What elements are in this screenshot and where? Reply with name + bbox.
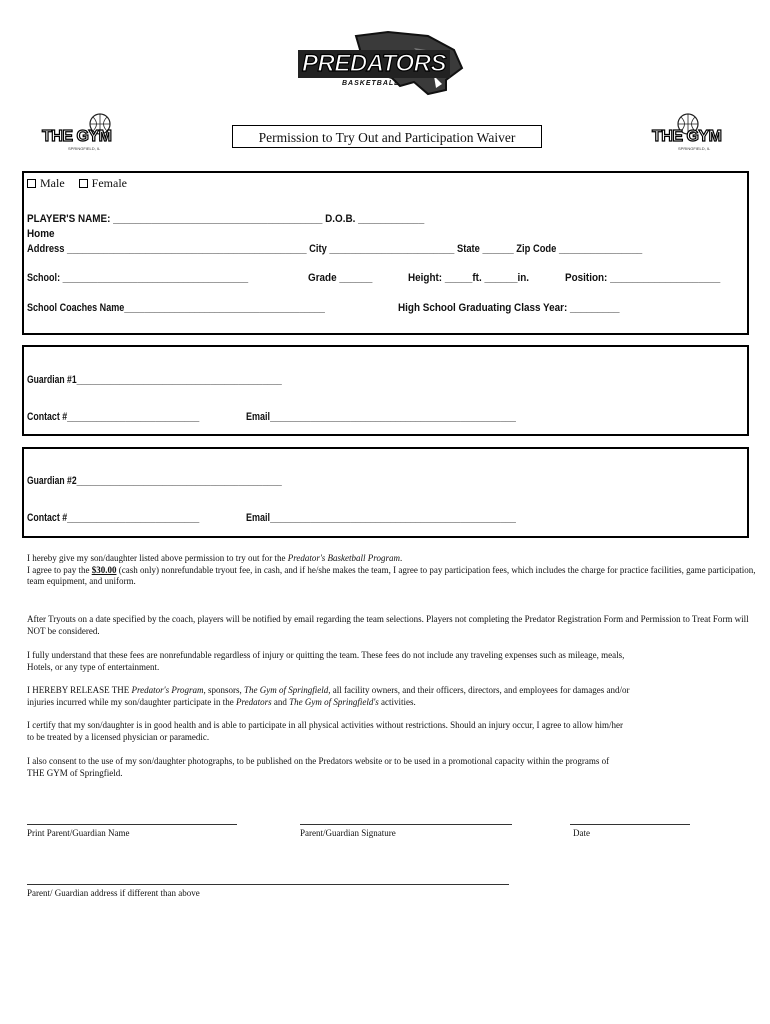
- text: .: [399, 553, 403, 563]
- female-label: Female: [91, 176, 127, 190]
- date-label: Date: [573, 828, 590, 838]
- guardian1-contact-field[interactable]: Contact #___________________________: [27, 411, 200, 423]
- position-field[interactable]: Position: ____________________: [565, 272, 721, 284]
- gym-logo-text: THE GYM: [42, 128, 112, 145]
- guardian2-email-field[interactable]: Email_________________________________________________: [246, 512, 516, 524]
- gym-name: The Gym of Springfield,: [244, 685, 331, 695]
- gym-logo-left: [38, 112, 130, 160]
- guardian2-box: [22, 447, 749, 538]
- print-name-label: Print Parent/Guardian Name: [27, 828, 130, 838]
- checkbox-icon[interactable]: [27, 179, 36, 188]
- address-field[interactable]: Address ______________________________________________ City ________________________ State ______ Zip Code ________________: [27, 243, 643, 255]
- signature-line[interactable]: [300, 824, 512, 825]
- male-label: Male: [40, 176, 65, 190]
- text: I agree to pay the: [27, 564, 92, 575]
- gym-logo-text: THE GYM: [652, 128, 722, 145]
- program-name: Predator's Program,: [131, 685, 206, 695]
- gym-logo-right: [648, 112, 740, 160]
- female-checkbox[interactable]: [79, 176, 127, 190]
- school-coaches-field[interactable]: School Coaches Name________________________________________: [27, 302, 325, 314]
- guardian-address-line[interactable]: [27, 884, 509, 885]
- text: Hotels, or any type of entertainment.: [27, 661, 160, 672]
- text: and: [271, 696, 290, 707]
- text: I fully understand that these fees are nonrefundable regardless of injury or quitting the team. These fees do not include any traveling expenses such as mileage, meals,: [27, 650, 625, 660]
- signature-label: Parent/Guardian Signature: [300, 828, 396, 838]
- home-label: Home: [27, 228, 55, 240]
- text: I also consent to the use of my son/daughter photographs, to be published on the Predators website or to be used in a promotional capacity within the programs of: [27, 756, 610, 766]
- gender-row: [27, 176, 127, 191]
- guardian2-name-field[interactable]: Guardian #2___________________________________________: [27, 475, 282, 487]
- date-line[interactable]: [570, 824, 690, 825]
- graduating-year-field[interactable]: High School Graduating Class Year: _________: [398, 302, 620, 314]
- gym-logo-subtext: SPRINGFIELD, IL: [68, 146, 101, 151]
- text: I certify that my son/daughter is in good health and is able to participate in all physical activities without restrictions. Should an injury occur, I agree to allow him/her: [27, 720, 623, 730]
- text: sponsors,: [205, 685, 245, 695]
- player-name-field[interactable]: PLAYER'S NAME: ______________________________________ D.O.B. ____________: [27, 213, 425, 225]
- text: I HEREBY RELEASE THE: [27, 685, 132, 695]
- school-field[interactable]: School: _____________________________________: [27, 272, 249, 284]
- text: all facility owners, and their officers, directors, and employees for damages and/or: [330, 685, 630, 695]
- form-title-text: Permission to Try Out and Participation Waiver: [258, 130, 516, 145]
- text: THE GYM of Springfield.: [27, 767, 123, 778]
- grade-field[interactable]: Grade ______: [308, 272, 373, 284]
- guardian2-contact-field[interactable]: Contact #___________________________: [27, 512, 200, 524]
- text: I hereby give my son/daughter listed above permission to try out for the: [27, 553, 288, 563]
- print-name-line[interactable]: [27, 824, 237, 825]
- waiver-paragraph-1: [27, 553, 767, 588]
- program-name: Predator's Basketball Program: [287, 553, 400, 563]
- male-checkbox[interactable]: [27, 176, 65, 190]
- text: team equipment, and uniform.: [27, 576, 136, 586]
- waiver-paragraph-5: [27, 720, 767, 743]
- program-name: Predators: [235, 696, 272, 707]
- predators-wordmark: PREDATORS: [298, 50, 450, 78]
- form-title: [232, 125, 542, 148]
- checkbox-icon[interactable]: [79, 179, 88, 188]
- waiver-paragraph-6: [27, 756, 767, 779]
- guardian1-email-field[interactable]: Email_________________________________________________: [246, 411, 516, 423]
- predators-logo: [296, 28, 466, 100]
- gym-name: The Gym of Springfield's: [289, 696, 379, 707]
- text: (cash only) nonrefundable tryout fee, in cash, and if he/she makes the team, I agree to pay participation fees, which includes the charge for practice facilities, game participation,: [116, 564, 756, 575]
- waiver-paragraph-4: [27, 685, 767, 708]
- guardian1-name-field[interactable]: Guardian #1___________________________________________: [27, 374, 282, 386]
- text: activities.: [378, 696, 416, 707]
- predators-subtitle: BASKETBALL: [342, 80, 400, 87]
- guardian-address-label: Parent/ Guardian address if different than above: [27, 888, 200, 898]
- gym-logo-subtext: SPRINGFIELD, IL: [678, 146, 711, 151]
- waiver-paragraph-2: After Tryouts on a date specified by the coach, players will be notified by email regarding the team selections. Players not completing the Predator Registration Form and Permission to Treat Form will NOT be considered.: [27, 614, 749, 636]
- waiver-paragraph-3: [27, 650, 767, 673]
- height-field[interactable]: Height: _____ft. ______in.: [408, 272, 530, 284]
- text: injuries incurred while my son/daughter participate in the: [27, 696, 236, 707]
- tryout-fee: $30.00: [91, 564, 117, 575]
- text: to be treated by a licensed physician or paramedic.: [27, 731, 210, 742]
